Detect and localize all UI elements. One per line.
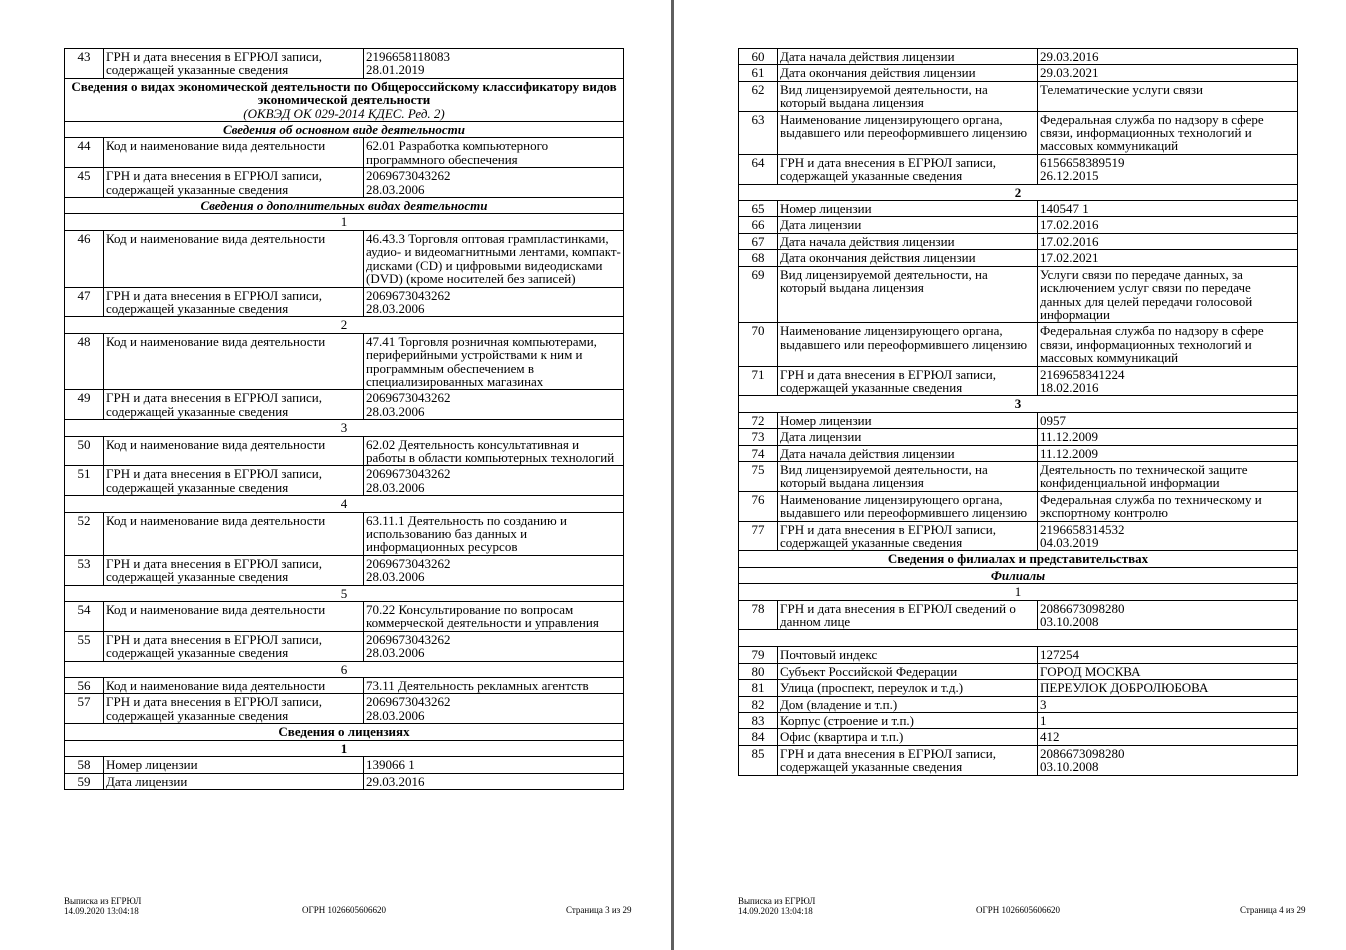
footer-datetime: 14.09.2020 13:04:18	[738, 905, 813, 916]
section-heading-subtitle: (ОКВЭД ОК 029-2014 КДЕС. Ред. 2)	[243, 105, 445, 121]
row-value-line: 28.03.2006	[366, 403, 425, 419]
table-row	[65, 678, 624, 694]
item-index-row	[65, 420, 624, 436]
row-value-line: 2069673043262	[366, 555, 451, 571]
row-value	[364, 773, 624, 789]
row-value-line: 11.12.2009	[1040, 445, 1099, 461]
blank-row	[739, 630, 1298, 647]
row-value	[1038, 663, 1298, 679]
table-row	[739, 201, 1298, 217]
table-row	[65, 287, 624, 317]
row-number: 78	[739, 600, 778, 630]
row-label: Код и наименование вида деятельности	[104, 333, 364, 390]
row-value	[1038, 217, 1298, 233]
subsection-heading-text: Сведения об основном виде деятельности	[222, 122, 466, 138]
table-row	[739, 266, 1298, 323]
row-label: ГРН и дата внесения в ЕГРЮЛ записи, содержащей указанные сведения	[104, 168, 364, 198]
footer-ogrn: ОГРН 1026605606620	[976, 905, 1060, 915]
row-value-line: 26.12.2015	[1040, 168, 1099, 184]
subsection-heading-row	[739, 567, 1298, 583]
subsection-heading-text: Сведения о дополнительных видах деятельности	[200, 198, 488, 214]
row-value-line: 139066 1	[366, 757, 415, 773]
row-label: ГРН и дата внесения в ЕГРЮЛ записи, содержащей указанные сведения	[104, 466, 364, 496]
row-number: 66	[739, 217, 778, 233]
row-value-line: 28.03.2006	[366, 707, 425, 723]
table-row	[739, 323, 1298, 366]
row-number: 44	[65, 138, 104, 168]
section-heading	[65, 78, 624, 121]
section-heading-text: Сведения о видах экономической деятельности по Общероссийскому классификатору видов экономической деятельности	[71, 78, 617, 108]
row-value	[1038, 266, 1298, 323]
row-label: Дата окончания действия лицензии	[778, 65, 1038, 81]
row-value-line: 2196658314532	[1040, 521, 1125, 537]
item-index-text: 4	[340, 496, 348, 512]
row-number: 51	[65, 466, 104, 496]
row-label: Почтовый индекс	[778, 647, 1038, 663]
table-row	[65, 333, 624, 390]
table-row	[65, 466, 624, 496]
row-value-line: 47.41 Торговля розничная компьютерами, периферийными устройствами к ним и программным обеспечением в специализированных магазинах	[366, 333, 597, 389]
section-heading	[739, 551, 1298, 567]
row-number: 82	[739, 696, 778, 712]
row-number: 50	[65, 436, 104, 466]
table-row	[739, 412, 1298, 428]
row-label: ГРН и дата внесения в ЕГРЮЛ записи, содержащей указанные сведения	[104, 631, 364, 661]
item-index-row	[65, 317, 624, 333]
row-number: 59	[65, 773, 104, 789]
row-value-line: 28.03.2006	[366, 645, 425, 661]
table-row	[739, 49, 1298, 65]
table-row	[739, 445, 1298, 461]
row-number: 48	[65, 333, 104, 390]
row-value	[364, 230, 624, 287]
table-row	[739, 713, 1298, 729]
row-label: Вид лицензируемой деятельности, на который выдана лицензия	[778, 81, 1038, 111]
row-number: 45	[65, 168, 104, 198]
table-row	[739, 745, 1298, 775]
row-number: 80	[739, 663, 778, 679]
section-heading-row	[739, 551, 1298, 567]
row-value-line: 6156658389519	[1040, 154, 1125, 170]
table-row	[65, 757, 624, 773]
row-number: 83	[739, 713, 778, 729]
row-label: Офис (квартира и т.п.)	[778, 729, 1038, 745]
row-label: ГРН и дата внесения в ЕГРЮЛ записи, содержащей указанные сведения	[778, 366, 1038, 396]
license-index-text: 1	[340, 740, 348, 756]
table-row	[65, 230, 624, 287]
row-value	[1038, 491, 1298, 521]
row-value-line: 2196658118083	[366, 49, 451, 64]
row-value-line: 70.22 Консультирование по вопросам коммерческой деятельности и управления	[366, 602, 599, 631]
row-value-line: 17.02.2021	[1040, 250, 1099, 266]
row-value	[1038, 81, 1298, 111]
table-row	[65, 390, 624, 420]
row-value	[1038, 250, 1298, 266]
item-index-text: 5	[340, 585, 348, 601]
subsection-heading	[65, 198, 624, 214]
row-label: Дата лицензии	[778, 217, 1038, 233]
row-value-line: 2069673043262	[366, 631, 451, 647]
row-value-line: 11.12.2009	[1040, 429, 1099, 445]
row-label: Дата лицензии	[104, 773, 364, 789]
row-value-line: 412	[1040, 729, 1060, 745]
table-row	[65, 512, 624, 555]
row-value	[1038, 49, 1298, 65]
item-index	[65, 661, 624, 677]
row-number: 49	[65, 390, 104, 420]
table-row	[739, 647, 1298, 663]
row-number: 52	[65, 512, 104, 555]
footer-doc-name: Выписка из ЕГРЮЛ	[738, 896, 816, 906]
footer-doc-info	[738, 897, 815, 916]
row-label: Дата окончания действия лицензии	[778, 250, 1038, 266]
row-value	[364, 631, 624, 661]
subsection-heading	[65, 122, 624, 138]
item-index-row	[65, 661, 624, 677]
row-value	[1038, 412, 1298, 428]
row-value	[364, 168, 624, 198]
row-value	[1038, 680, 1298, 696]
license-index	[739, 184, 1298, 200]
subsection-heading-row	[65, 122, 624, 138]
row-value	[1038, 729, 1298, 745]
table-row	[739, 154, 1298, 184]
table-row	[65, 138, 624, 168]
row-value-line: 0957	[1040, 412, 1066, 428]
row-number: 76	[739, 491, 778, 521]
row-number: 60	[739, 49, 778, 65]
row-value	[1038, 461, 1298, 491]
row-label: Код и наименование вида деятельности	[104, 230, 364, 287]
row-value-line: 62.02 Деятельность консультативная и работы в области компьютерных технологий	[366, 436, 615, 465]
license-index	[739, 396, 1298, 412]
document-page-4	[738, 0, 1306, 950]
row-value	[1038, 323, 1298, 366]
row-value	[364, 466, 624, 496]
row-number: 69	[739, 266, 778, 323]
row-number: 72	[739, 412, 778, 428]
row-label: Улица (проспект, переулок и т.д.)	[778, 680, 1038, 696]
row-label: Код и наименование вида деятельности	[104, 678, 364, 694]
row-value	[364, 49, 624, 79]
row-number: 68	[739, 250, 778, 266]
row-value-line: 2069673043262	[366, 466, 451, 482]
item-index	[65, 496, 624, 512]
row-number: 70	[739, 323, 778, 366]
item-index-row	[65, 496, 624, 512]
row-value-line: 28.01.2019	[366, 62, 425, 78]
row-value	[364, 512, 624, 555]
row-label: Дата начала действия лицензии	[778, 233, 1038, 249]
license-index	[65, 740, 624, 756]
row-number: 73	[739, 429, 778, 445]
row-number: 74	[739, 445, 778, 461]
row-value-line: Федеральная служба по надзору в сфере связи, информационных технологий и массовых коммуникаций	[1040, 111, 1264, 154]
row-number: 61	[739, 65, 778, 81]
row-number: 43	[65, 49, 104, 79]
row-value	[1038, 366, 1298, 396]
row-label: Код и наименование вида деятельности	[104, 512, 364, 555]
table-row	[65, 631, 624, 661]
row-number: 54	[65, 602, 104, 632]
row-value	[364, 436, 624, 466]
row-value	[364, 333, 624, 390]
row-number: 56	[65, 678, 104, 694]
item-index-text: 1	[1014, 584, 1022, 600]
row-value	[1038, 696, 1298, 712]
row-number: 58	[65, 757, 104, 773]
row-value	[1038, 111, 1298, 154]
row-label: Номер лицензии	[778, 201, 1038, 217]
blank-cell	[739, 630, 1298, 647]
row-label: Субъект Российской Федерации	[778, 663, 1038, 679]
row-number: 81	[739, 680, 778, 696]
row-label: ГРН и дата внесения в ЕГРЮЛ записи, содержащей указанные сведения	[778, 521, 1038, 551]
footer-doc-info	[64, 897, 141, 916]
row-label: Код и наименование вида деятельности	[104, 436, 364, 466]
table-row	[739, 65, 1298, 81]
row-value-line: 73.11 Деятельность рекламных агентств	[366, 678, 589, 694]
row-label: Вид лицензируемой деятельности, на который выдана лицензия	[778, 461, 1038, 491]
row-label: ГРН и дата внесения в ЕГРЮЛ записи, содержащей указанные сведения	[104, 694, 364, 724]
table-row	[739, 81, 1298, 111]
row-label: Наименование лицензирующего органа, выдавшего или переоформившего лицензию	[778, 323, 1038, 366]
row-label: Дата лицензии	[778, 429, 1038, 445]
row-value-line: 62.01 Разработка компьютерного программного обеспечения	[366, 138, 549, 167]
row-number: 75	[739, 461, 778, 491]
item-index-row	[739, 584, 1298, 600]
row-value-line: Федеральная служба по надзору в сфере связи, информационных технологий и массовых коммуникаций	[1040, 323, 1264, 366]
row-value-line: 140547 1	[1040, 201, 1089, 217]
row-value	[1038, 521, 1298, 551]
row-label: Код и наименование вида деятельности	[104, 138, 364, 168]
row-value-line: 2069673043262	[366, 287, 451, 303]
egrul-table	[738, 48, 1298, 776]
row-value-line: Телематические услуги связи	[1040, 81, 1203, 97]
row-value	[1038, 745, 1298, 775]
row-value	[364, 555, 624, 585]
row-value	[364, 138, 624, 168]
footer-datetime: 14.09.2020 13:04:18	[64, 905, 139, 916]
item-index-text: 6	[340, 661, 348, 677]
row-label: ГРН и дата внесения в ЕГРЮЛ сведений о данном лице	[778, 600, 1038, 630]
license-index-text: 3	[1014, 396, 1022, 412]
footer-page-number: Страница 4 из 29	[1240, 905, 1306, 915]
license-index-row	[65, 740, 624, 756]
row-number: 84	[739, 729, 778, 745]
row-number: 77	[739, 521, 778, 551]
table-row	[65, 602, 624, 632]
footer-ogrn: ОГРН 1026605606620	[302, 905, 386, 915]
row-value	[1038, 154, 1298, 184]
row-value-line: ГОРОД МОСКВА	[1040, 663, 1141, 679]
row-value-line: 29.03.2016	[366, 773, 425, 789]
table-row	[739, 111, 1298, 154]
license-index-row	[739, 184, 1298, 200]
row-value-line: 28.03.2006	[366, 479, 425, 495]
footer-doc-name: Выписка из ЕГРЮЛ	[64, 896, 142, 906]
row-label: Дата начала действия лицензии	[778, 445, 1038, 461]
row-value	[364, 602, 624, 632]
section-heading-row	[65, 78, 624, 121]
row-value-line: 29.03.2021	[1040, 65, 1099, 81]
item-index	[65, 420, 624, 436]
item-index	[739, 584, 1298, 600]
row-value-line: 03.10.2008	[1040, 614, 1099, 630]
row-value-line: 3	[1040, 696, 1047, 712]
item-index-row	[65, 585, 624, 601]
table-row	[739, 250, 1298, 266]
subsection-heading	[739, 567, 1298, 583]
row-value	[364, 757, 624, 773]
row-label: Код и наименование вида деятельности	[104, 602, 364, 632]
table-row	[65, 773, 624, 789]
row-value-line: 2069673043262	[366, 694, 451, 710]
row-value-line: 04.03.2019	[1040, 535, 1099, 550]
row-number: 67	[739, 233, 778, 249]
table-row	[739, 491, 1298, 521]
egrul-table	[64, 48, 624, 790]
row-number: 65	[739, 201, 778, 217]
table-row	[739, 461, 1298, 491]
row-value-line: 1	[1040, 713, 1047, 729]
item-index-row	[65, 214, 624, 230]
table-row	[65, 555, 624, 585]
row-value-line: 28.03.2006	[366, 569, 425, 585]
item-index-text: 2	[340, 317, 348, 333]
row-value-line: 28.03.2006	[366, 181, 425, 197]
row-value-line: ПЕРЕУЛОК ДОБРОЛЮБОВА	[1040, 680, 1209, 696]
table-row	[65, 168, 624, 198]
table-row	[739, 696, 1298, 712]
row-number: 63	[739, 111, 778, 154]
row-value-line: 2086673098280	[1040, 600, 1125, 616]
row-label: Номер лицензии	[104, 757, 364, 773]
subsection-heading-row	[65, 198, 624, 214]
row-value	[1038, 201, 1298, 217]
row-value	[1038, 233, 1298, 249]
table-row	[739, 680, 1298, 696]
table-row	[739, 366, 1298, 396]
row-number: 71	[739, 366, 778, 396]
page-divider	[671, 0, 674, 950]
row-number: 85	[739, 745, 778, 775]
row-value	[1038, 600, 1298, 630]
row-value-line: 127254	[1040, 647, 1079, 663]
row-value	[364, 678, 624, 694]
row-number: 46	[65, 230, 104, 287]
row-label: ГРН и дата внесения в ЕГРЮЛ записи, содержащей указанные сведения	[778, 745, 1038, 775]
table-row	[739, 729, 1298, 745]
row-value-line: Федеральная служба по техническому и экспортному контролю	[1040, 491, 1262, 521]
item-index	[65, 317, 624, 333]
row-label: Дата начала действия лицензии	[778, 49, 1038, 65]
item-index-text: 1	[340, 214, 348, 230]
row-label: ГРН и дата внесения в ЕГРЮЛ записи, содержащей указанные сведения	[104, 390, 364, 420]
row-label: Дом (владение и т.п.)	[778, 696, 1038, 712]
row-value-line: 2069673043262	[366, 390, 451, 406]
row-value	[364, 694, 624, 724]
row-value-line: 18.02.2016	[1040, 379, 1099, 395]
table-row	[65, 436, 624, 466]
row-label: Наименование лицензирующего органа, выдавшего или переоформившего лицензию	[778, 491, 1038, 521]
footer-page-number: Страница 3 из 29	[566, 905, 632, 915]
row-value	[1038, 445, 1298, 461]
row-value	[364, 287, 624, 317]
row-number: 62	[739, 81, 778, 111]
row-label: ГРН и дата внесения в ЕГРЮЛ записи, содержащей указанные сведения	[104, 555, 364, 585]
row-value-line: 28.03.2006	[366, 300, 425, 316]
row-value	[1038, 647, 1298, 663]
row-value-line: Деятельность по технической защите конфиденциальной информации	[1040, 461, 1248, 491]
table-row	[739, 217, 1298, 233]
row-label: ГРН и дата внесения в ЕГРЮЛ записи, содержащей указанные сведения	[104, 49, 364, 79]
row-label: Корпус (строение и т.п.)	[778, 713, 1038, 729]
row-number: 64	[739, 154, 778, 184]
table-row	[65, 694, 624, 724]
row-value	[1038, 713, 1298, 729]
item-index	[65, 585, 624, 601]
table-row	[739, 429, 1298, 445]
row-label: Вид лицензируемой деятельности, на который выдана лицензия	[778, 266, 1038, 323]
row-number: 53	[65, 555, 104, 585]
document-page-3	[64, 0, 632, 950]
table-row	[739, 233, 1298, 249]
item-index	[65, 214, 624, 230]
row-value-line: 17.02.2016	[1040, 233, 1099, 249]
row-label: ГРН и дата внесения в ЕГРЮЛ записи, содержащей указанные сведения	[104, 287, 364, 317]
row-value-line: 03.10.2008	[1040, 759, 1099, 775]
license-index-row	[739, 396, 1298, 412]
row-label: Наименование лицензирующего органа, выдавшего или переоформившего лицензию	[778, 111, 1038, 154]
table-row	[65, 49, 624, 79]
row-value-line: 2086673098280	[1040, 745, 1125, 761]
row-number: 79	[739, 647, 778, 663]
section-heading-text: Сведения о лицензиях	[278, 724, 410, 740]
row-number: 57	[65, 694, 104, 724]
subsection-heading-text: Филиалы	[990, 567, 1046, 583]
row-value	[364, 390, 624, 420]
row-number: 55	[65, 631, 104, 661]
row-value-line: 63.11.1 Деятельность по созданию и использованию баз данных и информационных ресурсов	[366, 512, 567, 555]
row-value-line: 2169658341224	[1040, 366, 1125, 382]
row-value-line: 2069673043262	[366, 168, 451, 184]
row-value-line: 29.03.2016	[1040, 49, 1099, 64]
table-row	[739, 600, 1298, 630]
row-number: 47	[65, 287, 104, 317]
row-value	[1038, 65, 1298, 81]
section-heading-row	[65, 724, 624, 740]
item-index-text: 3	[340, 420, 348, 436]
row-value-line: Услуги связи по передаче данных, за исключением услуг связи по передаче данных для целей передачи голосовой информации	[1040, 266, 1253, 322]
section-heading-text: Сведения о филиалах и представительствах	[887, 551, 1149, 567]
row-label: ГРН и дата внесения в ЕГРЮЛ записи, содержащей указанные сведения	[778, 154, 1038, 184]
row-value-line: 17.02.2016	[1040, 217, 1099, 233]
table-row	[739, 663, 1298, 679]
row-value-line: 46.43.3 Торговля оптовая грампластинками, аудио- и видеомагнитными лентами, компакт-дисками (CD) и цифровыми видеодисками (DVD) (кроме носителей без записей)	[366, 230, 621, 287]
license-index-text: 2	[1014, 184, 1022, 200]
section-heading	[65, 724, 624, 740]
row-label: Номер лицензии	[778, 412, 1038, 428]
table-row	[739, 521, 1298, 551]
row-value	[1038, 429, 1298, 445]
